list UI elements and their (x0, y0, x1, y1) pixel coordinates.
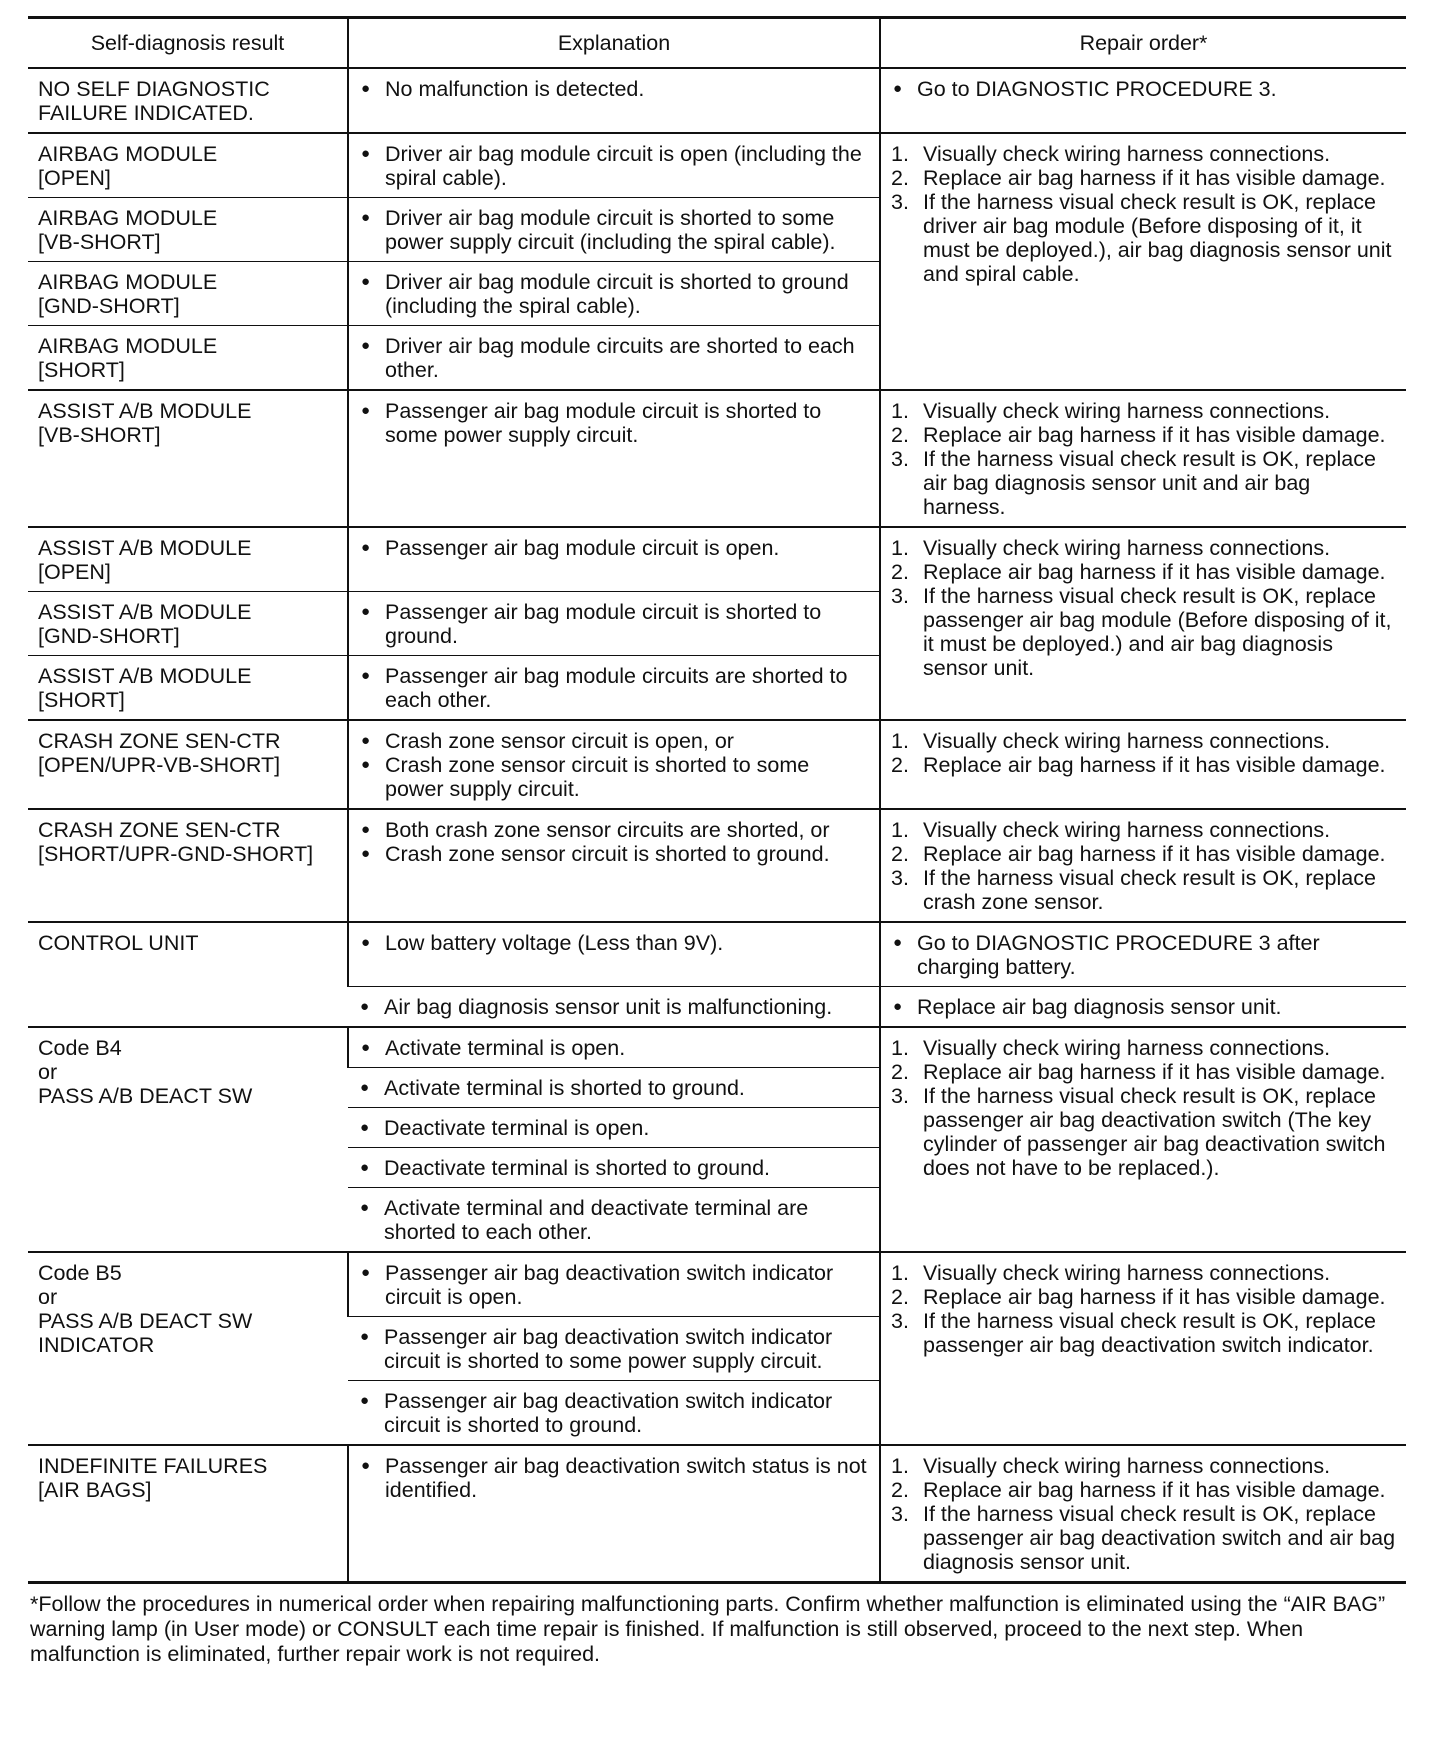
table-row (28, 809, 1406, 922)
result-cell: CONTROL UNIT (28, 922, 348, 1027)
table-row (28, 527, 1406, 592)
result-cell: CRASH ZONE SEN-CTR [SHORT/UPR-GND-SHORT] (28, 809, 348, 922)
repair-cell: 1. Visually check wiring harness connections. 2. Replace air bag harness if it has visible damage. 3. If the harness visual check result is OK, replace passenger air bag module (Before disposing of it, it must be deployed.) and air bag diagnosis sensor unit. (880, 527, 1406, 720)
self-diagnosis-table (28, 16, 1406, 1584)
explanation-cell: ● Driver air bag module circuit is shorted to some power supply circuit (including the spiral cable). (348, 198, 880, 262)
explanation-cell: ● Air bag diagnosis sensor unit is malfunctioning. (348, 987, 880, 1028)
result-cell: INDEFINITE FAILURES [AIR BAGS] (28, 1445, 348, 1583)
result-cell: NO SELF DIAGNOSTIC FAILURE INDICATED. (38, 77, 270, 125)
repair-cell: 1. Visually check wiring harness connections. 2. Replace air bag harness if it has visible damage. 3. If the harness visual check result is OK, replace passenger air bag deactivation switch (The key cylinder of passenger air bag deactivation switch does not have to be replaced.). (880, 1027, 1406, 1252)
repair-cell: ● Go to DIAGNOSTIC PROCEDURE 3. (880, 68, 1406, 133)
repair-cell: 1. Visually check wiring harness connections. 2. Replace air bag harness if it has visible damage. 3. If the harness visual check result is OK, replace crash zone sensor. (880, 809, 1406, 922)
result-cell: AIRBAG MODULE [GND-SHORT] (28, 262, 348, 326)
explanation-cell: ● Activate terminal is open. (348, 1027, 880, 1068)
explanation-cell: ● Activate terminal and deactivate terminal are shorted to each other. (348, 1188, 880, 1253)
explanation-cell: ● Passenger air bag module circuit is shorted to some power supply circuit. (348, 390, 880, 527)
table-row (28, 922, 1406, 987)
result-cell: Code B4 or PASS A/B DEACT SW (28, 1027, 348, 1252)
result-cell: ASSIST A/B MODULE [GND-SHORT] (28, 592, 348, 656)
repair-cell: 1. Visually check wiring harness connections. 2. Replace air bag harness if it has visible damage. 3. If the harness visual check result is OK, replace passenger air bag deactivation switch indicator. (880, 1252, 1406, 1445)
explanation-cell: ● Deactivate terminal is shorted to ground. (348, 1148, 880, 1188)
repair-cell: 1. Visually check wiring harness connections. 2. Replace air bag harness if it has visible damage. 3. If the harness visual check result is OK, replace driver air bag module (Before disposing of it, it must be deployed.), air bag diagnosis sensor unit and spiral cable. (880, 133, 1406, 390)
explanation-cell: ● Passenger air bag module circuit is open. (348, 527, 880, 592)
repair-footnote: *Follow the procedures in numerical order when repairing malfunctioning parts. Confirm whether malfunction is eliminated using the “AIR BAG” warning lamp (in User mode) or CONSULT each time repair is finished. If malfunction is still observed, proceed to the next step. When malfunction is eliminated, further repair work is not required. (30, 1592, 1386, 1666)
table-row (28, 720, 1406, 809)
explanation-cell: ● Driver air bag module circuit is shorted to ground (including the spiral cable). (348, 262, 880, 326)
header-self-diagnosis-result: Self-diagnosis result (28, 18, 348, 69)
result-cell: ASSIST A/B MODULE [OPEN] (28, 527, 348, 592)
result-cell: ASSIST A/B MODULE [SHORT] (28, 656, 348, 721)
explanation-cell: ● Passenger air bag deactivation switch indicator circuit is shorted to ground. (348, 1381, 880, 1446)
explanation-cell: ● Deactivate terminal is open. (348, 1108, 880, 1148)
repair-cell: 1. Visually check wiring harness connections. 2. Replace air bag harness if it has visible damage. 3. If the harness visual check result is OK, replace passenger air bag deactivation switch and air bag diagnosis sensor unit. (880, 1445, 1406, 1583)
explanation-cell: ● Passenger air bag module circuit is shorted to ground. (348, 592, 880, 656)
table-row (28, 1027, 1406, 1068)
explanation-cell: ● Low battery voltage (Less than 9V). (348, 922, 880, 987)
result-cell: AIRBAG MODULE [SHORT] (28, 326, 348, 391)
table-row (28, 133, 1406, 198)
header-repair-order: Repair order* (880, 18, 1406, 69)
explanation-cell: ● Driver air bag module circuit is open (including the spiral cable). (348, 133, 880, 198)
result-cell: Code B5 or PASS A/B DEACT SW INDICATOR (28, 1252, 348, 1445)
repair-cell: 1. Visually check wiring harness connections. 2. Replace air bag harness if it has visible damage. 3. If the harness visual check result is OK, replace air bag diagnosis sensor unit and air bag harness. (880, 390, 1406, 527)
explanation-cell: ● Passenger air bag module circuits are shorted to each other. (348, 656, 880, 721)
result-cell: ASSIST A/B MODULE [VB-SHORT] (28, 390, 348, 527)
explanation-cell: ● Passenger air bag deactivation switch indicator circuit is shorted to some power supply circuit. (348, 1317, 880, 1381)
result-cell: CRASH ZONE SEN-CTR [OPEN/UPR-VB-SHORT] (28, 720, 348, 809)
repair-cell: ● Replace air bag diagnosis sensor unit. (880, 987, 1406, 1028)
explanation-cell: ● Passenger air bag deactivation switch indicator circuit is open. (348, 1252, 880, 1317)
table-row (28, 1252, 1406, 1317)
repair-cell: 1. Visually check wiring harness connections. 2. Replace air bag harness if it has visible damage. (880, 720, 1406, 809)
table-row (28, 1445, 1406, 1583)
explanation-cell: ● Driver air bag module circuits are shorted to each other. (348, 326, 880, 391)
explanation-cell: ● Both crash zone sensor circuits are shorted, or ● Crash zone sensor circuit is shorted to ground. (348, 809, 880, 922)
repair-cell: ● Go to DIAGNOSTIC PROCEDURE 3 after charging battery. (880, 922, 1406, 987)
table-row (28, 68, 1406, 133)
result-cell: AIRBAG MODULE [OPEN] (28, 133, 348, 198)
table-header-row (28, 18, 1406, 69)
explanation-cell: ● Passenger air bag deactivation switch status is not identified. (348, 1445, 880, 1583)
explanation-cell: ● Crash zone sensor circuit is open, or ● Crash zone sensor circuit is shorted to some power supply circuit. (348, 720, 880, 809)
result-cell: AIRBAG MODULE [VB-SHORT] (28, 198, 348, 262)
diagnosis-document (28, 16, 1406, 1689)
explanation-cell: ● Activate terminal is shorted to ground. (348, 1068, 880, 1108)
explanation-cell: ● No malfunction is detected. (348, 68, 880, 133)
header-explanation: Explanation (348, 18, 880, 69)
table-row (28, 390, 1406, 527)
